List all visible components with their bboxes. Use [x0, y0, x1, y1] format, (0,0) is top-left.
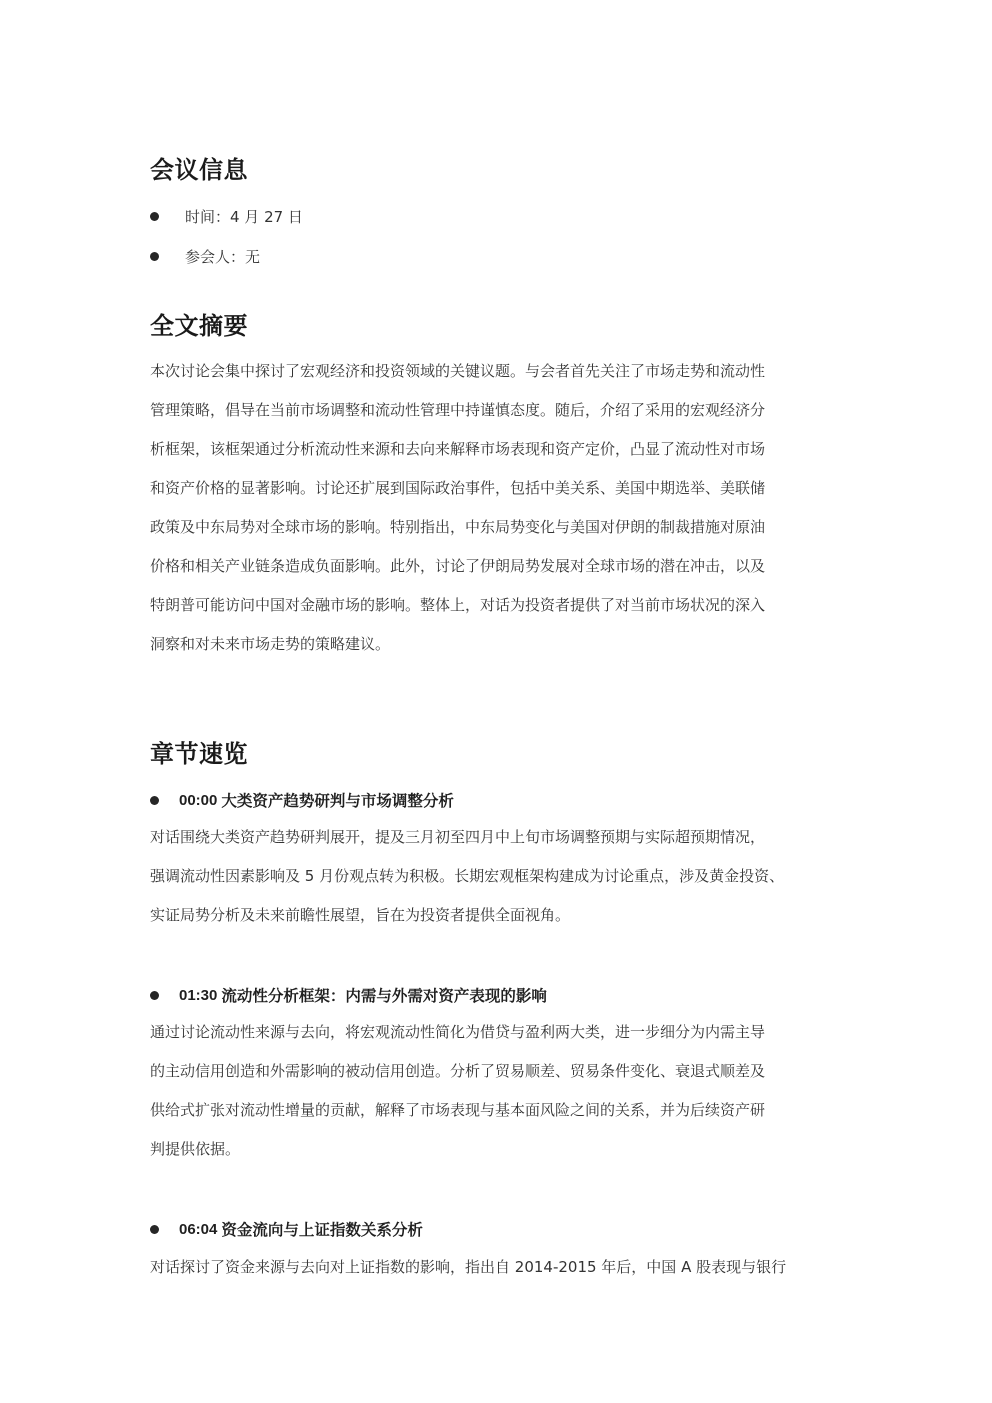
chapter-timestamp: 01:30: [179, 986, 218, 1004]
meeting-time-text: 时间：4 月 27 日: [185, 207, 303, 226]
chapter-title: 大类资产趋势研判与市场调整分析: [221, 792, 454, 810]
bullet-icon: [150, 252, 159, 261]
chapter-line: 判提供依据。: [150, 1140, 241, 1158]
chapter-paragraph: [150, 1013, 845, 1169]
chapter-header: [150, 788, 454, 812]
chapter-line: 供给式扩张对流动性增量的贡献，解释了市场表现与基本面风险之间的关系，并为后续资产研: [150, 1101, 766, 1119]
summary-heading: 全文摘要: [150, 312, 248, 340]
chapters-heading: 章节速览: [150, 740, 248, 768]
chapter-line: 通过讨论流动性来源与去向，将宏观流动性简化为借贷与盈利两大类，进一步细分为内需主导: [150, 1023, 766, 1041]
summary-line: 析框架，该框架通过分析流动性来源和去向来解释市场表现和资产定价，凸显了流动性对市场: [150, 440, 766, 458]
chapter-line: 对话围绕大类资产趋势研判展开，提及三月初至四月中上旬市场调整预期与实际超预期情况，: [150, 828, 766, 846]
chapter-line: 对话探讨了资金来源与去向对上证指数的影响，指出自 2014-2015 年后，中国 A 股表现与银行: [150, 1258, 787, 1276]
bullet-icon: [150, 991, 159, 1000]
meeting-info-heading: 会议信息: [150, 156, 248, 184]
summary-line: 价格和相关产业链条造成负面影响。此外，讨论了伊朗局势发展对全球市场的潜在冲击，以及: [150, 557, 766, 575]
meeting-participants-text: 参会人：无: [185, 247, 261, 266]
summary-paragraph: [150, 352, 845, 664]
summary-line: 本次讨论会集中探讨了宏观经济和投资领域的关键议题。与会者首先关注了市场走势和流动性: [150, 362, 766, 380]
summary-line: 特朗普可能访问中国对金融市场的影响。整体上，对话为投资者提供了对当前市场状况的深入: [150, 596, 766, 614]
bullet-icon: [150, 212, 159, 221]
chapter-header: [150, 1217, 423, 1241]
meeting-time-item: [150, 204, 303, 228]
chapter-line: 的主动信用创造和外需影响的被动信用创造。分析了贸易顺差、贸易条件变化、衰退式顺差及: [150, 1062, 766, 1080]
chapter-line: 实证局势分析及未来前瞻性展望，旨在为投资者提供全面视角。: [150, 906, 571, 924]
chapter-paragraph: [150, 1248, 845, 1287]
bullet-icon: [150, 796, 159, 805]
chapter-timestamp: 00:00: [179, 791, 218, 809]
chapter-title: 流动性分析框架：内需与外需对资产表现的影响: [221, 987, 547, 1005]
meeting-participants-item: [150, 244, 260, 268]
summary-line: 管理策略，倡导在当前市场调整和流动性管理中持谨慎态度。随后，介绍了采用的宏观经济分: [150, 401, 766, 419]
summary-line: 洞察和对未来市场走势的策略建议。: [150, 635, 391, 653]
summary-line: 和资产价格的显著影响。讨论还扩展到国际政治事件，包括中美关系、美国中期选举、美联储: [150, 479, 766, 497]
chapter-line: 强调流动性因素影响及 5 月份观点转为积极。长期宏观框架构建成为讨论重点，涉及黄金投资、: [150, 867, 785, 885]
chapter-paragraph: [150, 818, 845, 935]
chapter-timestamp: 06:04: [179, 1220, 218, 1238]
summary-line: 政策及中东局势对全球市场的影响。特别指出，中东局势变化与美国对伊朗的制裁措施对原油: [150, 518, 766, 536]
bullet-icon: [150, 1225, 159, 1234]
chapter-title: 资金流向与上证指数关系分析: [221, 1221, 423, 1239]
chapter-header: [150, 983, 547, 1007]
